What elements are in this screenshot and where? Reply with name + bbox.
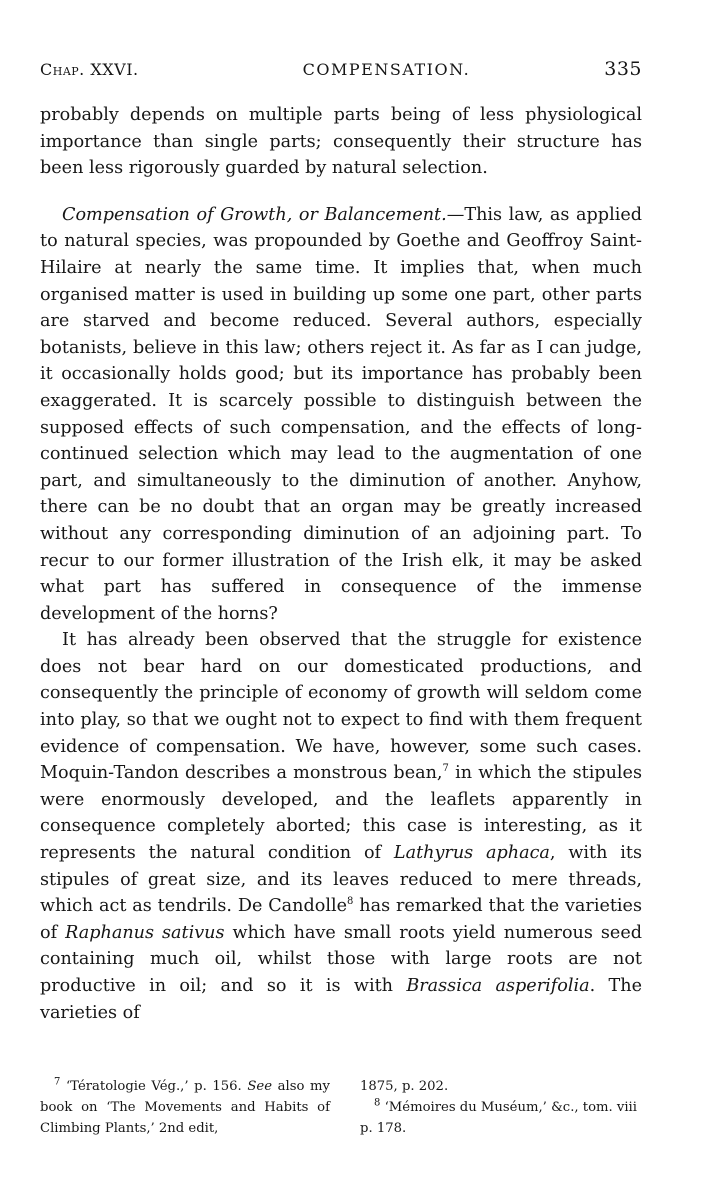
- paragraph-3-a: It has already been observed that the struggle for existence does not bear hard on our domesticated productions, and consequently the principle of economy of growth will seldom come into play, so that we ought not to expect to find with them frequent evidence of compensation. We have, however, some such cases. Moquin-Tandon describes a monstrous bean,: [40, 630, 642, 784]
- footnote-7: [40, 1076, 330, 1139]
- footnote-column-left: [40, 1076, 330, 1139]
- paragraph-3: [40, 627, 642, 1026]
- paragraph-3-e: which have small roots yield numerous seed containing much oil, whilst those with large roots are not productive in oil; and so it is with: [40, 922, 642, 996]
- species-brassica: Brassica asperifolia: [406, 976, 590, 996]
- chapter-label: Chap. XXVI.: [40, 60, 139, 79]
- species-raphanus: Raphanus sativus: [65, 922, 225, 943]
- species-lathyrus: Lathyrus aphaca: [393, 843, 550, 864]
- page: [40, 58, 642, 1026]
- footnote-7-mark: 7: [54, 1076, 61, 1088]
- footnote-8-mark: 8: [374, 1097, 381, 1109]
- paragraph-3-b: in which the stipules were enormously developed, and the leaflets apparently in consequence completely aborted; this case is interesting, as it represents the natural condition of: [40, 763, 642, 864]
- body-text: [40, 102, 642, 1026]
- footnote-ref-8[interactable]: 8: [347, 896, 354, 908]
- running-title: COMPENSATION.: [302, 60, 471, 79]
- footnote-column-right: [360, 1076, 642, 1139]
- footnote-8: [360, 1097, 642, 1139]
- footnote-7-see: See: [247, 1079, 273, 1094]
- paragraph-3-f: . The varieties of: [40, 976, 642, 1023]
- footnotes: [40, 1076, 642, 1139]
- footnote-7-text-b: also my book on ‘The Movements and Habits of Climbing Plants,’ 2nd edit,: [40, 1079, 330, 1136]
- paragraph-2-text: —This law, as applied to natural species, was propounded by Goethe and Geoffroy Saint-Hilaire at nearly the same time. It implies that, when much organised matter is used in building up some one part, other parts are starved and become reduced. Several authors, especially botanists, believe in this law; others reject it. As far as I can judge, it occasionally holds good; but its importance has probably been exaggerated. It is scarcely possible to distinguish between the supposed effects of such compensation, and the effects of long-continued selection which may lead to the augmentation of one part, and simultaneously to the diminution of another. Anyhow, there can be no doubt that an organ may be greatly increased without any corresponding diminution of an adjoining part. To recur to our former illustration of the Irish elk, it may be asked what part has suffered in consequence of the immense development of the horns?: [40, 204, 642, 624]
- paragraph-3-c: , with its stipules of great size, and its leaves reduced to mere threads, which act as tendrils. De Candolle: [40, 843, 642, 917]
- page-number: 335: [604, 58, 642, 80]
- footnote-ref-7[interactable]: 7: [442, 763, 449, 775]
- footnote-7-continued: 1875, p. 202.: [360, 1079, 449, 1094]
- footnote-7-text-a: ‘Tératologie Vég.,’ p. 156.: [60, 1079, 248, 1094]
- paragraph-2: [40, 202, 642, 628]
- section-heading: Compensation of Growth, or Balancement.: [62, 204, 447, 225]
- paragraph-3-d: has remarked that the varieties of: [40, 896, 642, 943]
- paragraph-1: probably depends on multiple parts being of less physiological importance than single parts; consequently their structure has been less rigorously guarded by natural selection.: [40, 105, 642, 179]
- running-head: [40, 58, 642, 80]
- footnote-8-text: ‘Mémoires du Muséum,’ &c., tom. viii p. 178.: [360, 1100, 637, 1136]
